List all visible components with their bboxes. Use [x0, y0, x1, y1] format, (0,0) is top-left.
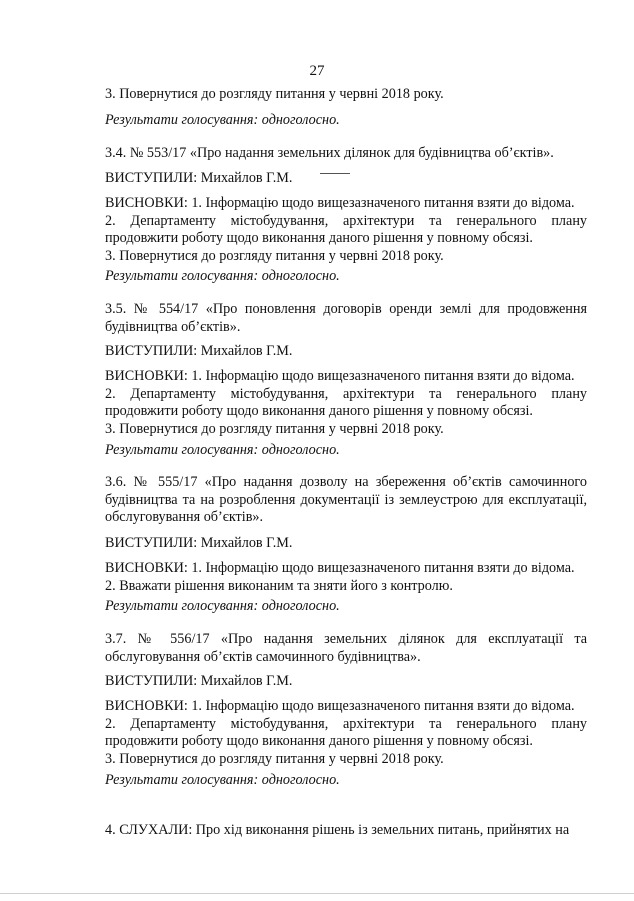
voting-result: Результати голосування: одноголосно.: [105, 772, 340, 788]
page-number: 27: [309, 63, 325, 79]
section-3-4-conclusions: [105, 195, 587, 265]
conclusions-item-2: 2. Департаменту містобудування, архітектури та генерального плану: [105, 385, 587, 402]
conclusions-lead: ВИСНОВКИ: 1. Інформацію щодо вищезазначеного питання взяти до відома.: [105, 195, 575, 211]
voting-result: Результати голосування: одноголосно.: [105, 442, 340, 458]
section-title-cont: обслуговування об’єктів самочинного будівництва».: [105, 648, 421, 665]
conclusions-item-2: 2. Департаменту містобудування, архітектури та генерального плану: [105, 212, 587, 229]
section-3-5-result: [105, 442, 587, 460]
conclusions-item-3: 3. Повернутися до розгляду питання у червні 2018 року.: [105, 750, 444, 767]
conclusions-item-2-cont: продовжити роботу щодо виконання даного рішення у повному обсязі.: [105, 230, 533, 247]
section-3-5-speakers: [105, 343, 587, 361]
section-3-7-speakers: [105, 673, 587, 691]
section-3-6-result: [105, 598, 587, 616]
section-3-5-title: [105, 301, 587, 336]
section-3-6-conclusions: [105, 560, 587, 595]
section-title-cont: будівництва та на розроблення документації із землеустрою для експлуатації,: [105, 491, 587, 508]
scan-smudge: [320, 173, 350, 174]
conclusions-lead: ВИСНОВКИ: 1. Інформацію щодо вищезазначеного питання взяти до відома.: [105, 560, 575, 576]
conclusions-item-2: 2. Департаменту містобудування, архітектури та генерального плану: [105, 715, 587, 732]
section-title: 3.6. № 555/17 «Про надання дозволу на збереження об’єктів самочинного: [105, 474, 587, 490]
conclusions-item-2-cont: продовжити роботу щодо виконання даного рішення у повному обсязі.: [105, 733, 533, 750]
scan-edge-line: [0, 893, 634, 894]
section-title: 3.5. № 554/17 «Про поновлення договорів оренди землі для продовження: [105, 301, 587, 317]
conclusions-item-2: 2. Вважати рішення виконаним та зняти його з контролю.: [105, 577, 453, 594]
closing-text: 4. СЛУХАЛИ: Про хід виконання рішень із земельних питань, прийнятих на: [105, 822, 570, 838]
section-3-6-title: [105, 474, 587, 527]
intro-item-text: 3. Повернутися до розгляду питання у червні 2018 року.: [105, 86, 444, 102]
speakers-line: ВИСТУПИЛИ: Михайлов Г.М.: [105, 673, 293, 689]
voting-result: Результати голосування: одноголосно.: [105, 598, 340, 614]
section-title-cont: будівництва об’єктів».: [105, 318, 241, 335]
conclusions-lead: ВИСНОВКИ: 1. Інформацію щодо вищезазначеного питання взяти до відома.: [105, 698, 575, 714]
speakers-line: ВИСТУПИЛИ: Михайлов Г.М.: [105, 535, 293, 551]
section-3-5-conclusions: [105, 368, 587, 438]
intro-result: [105, 112, 587, 130]
section-3-7-result: [105, 772, 587, 790]
conclusions-item-3: 3. Повернутися до розгляду питання у червні 2018 року.: [105, 420, 444, 437]
conclusions-item-3: 3. Повернутися до розгляду питання у червні 2018 року.: [105, 247, 444, 264]
section-title-cont-2: обслуговування об’єктів».: [105, 509, 264, 526]
section-title: 3.7. № 556/17 «Про надання земельних ділянок для експлуатації та: [105, 631, 587, 647]
section-3-4-result: [105, 268, 587, 286]
voting-result: Результати голосування: одноголосно.: [105, 112, 340, 128]
section-3-4-title: [105, 145, 587, 163]
section-3-7-title: [105, 631, 587, 666]
speakers-line: ВИСТУПИЛИ: Михайлов Г.М.: [105, 170, 293, 186]
intro-item: [105, 86, 587, 104]
speakers-line: ВИСТУПИЛИ: Михайлов Г.М.: [105, 343, 293, 359]
closing-item: [105, 822, 587, 840]
section-3-6-speakers: [105, 535, 587, 553]
conclusions-item-2-cont: продовжити роботу щодо виконання даного рішення у повному обсязі.: [105, 403, 533, 420]
section-3-7-conclusions: [105, 698, 587, 768]
voting-result: Результати голосування: одноголосно.: [105, 268, 340, 284]
section-title: 3.4. № 553/17 «Про надання земельних ділянок для будівництва об’єктів».: [105, 145, 554, 161]
conclusions-lead: ВИСНОВКИ: 1. Інформацію щодо вищезазначеного питання взяти до відома.: [105, 368, 575, 384]
